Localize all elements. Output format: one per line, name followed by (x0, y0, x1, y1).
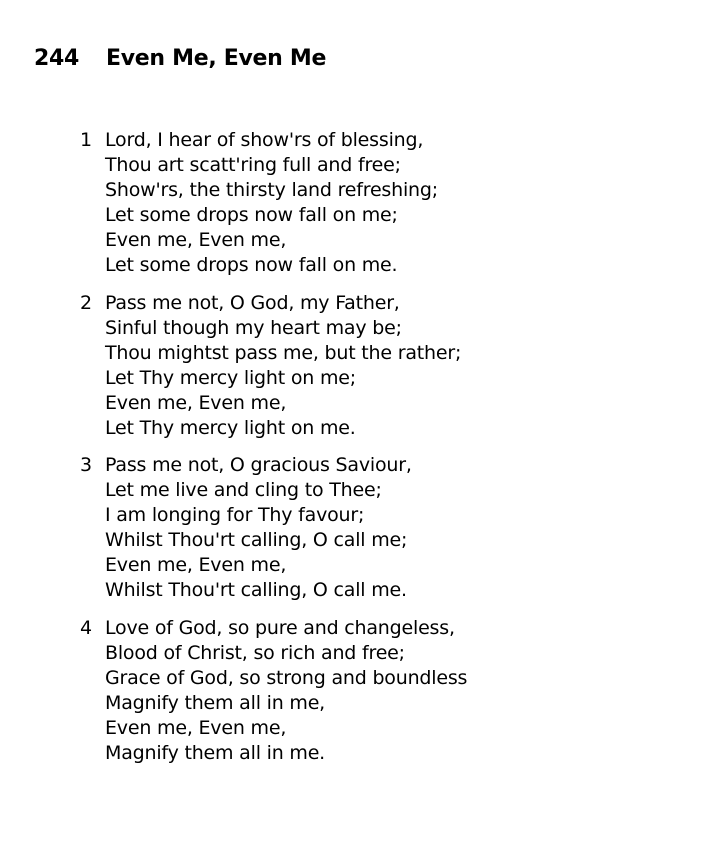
verse-line: Pass me not, O God, my Father, (105, 291, 400, 314)
hymn-number: 244 (34, 46, 80, 71)
verse-lines (105, 616, 680, 766)
hymn-header (34, 44, 326, 74)
verse-line: Pass me not, O gracious Saviour, (105, 454, 412, 476)
verse-line: Let some drops now fall on me; (105, 204, 398, 226)
verse-number: 3 (80, 454, 92, 476)
verse-line: Let Thy mercy light on me. (105, 416, 356, 439)
verse-number: 1 (80, 129, 92, 151)
verse-line: Even me, Even me, (105, 554, 287, 576)
verse-1 (80, 128, 680, 278)
verse-line: Magnify them all in me, (105, 691, 326, 714)
verse-lines (105, 453, 680, 603)
verse-number: 2 (80, 291, 92, 314)
verse-line: Even me, Even me, (105, 391, 287, 414)
verse-line: Thou mightst pass me, but the rather; (105, 341, 462, 364)
verse-3 (80, 453, 680, 603)
verse-line: Sinful though my heart may be; (105, 316, 402, 339)
verse-line: Even me, Even me, (105, 229, 287, 251)
verse-line: Let Thy mercy light on me; (105, 366, 356, 389)
verse-lines (105, 291, 680, 441)
verse-lines (105, 128, 680, 278)
verse-line: Thou art scatt'ring full and free; (105, 154, 401, 176)
verse-line: Whilst Thou'rt calling, O call me. (105, 579, 407, 601)
verse-line: Even me, Even me, (105, 716, 287, 739)
verse-number: 4 (80, 616, 92, 639)
hymn-title: Even Me, Even Me (106, 46, 327, 71)
verse-line: I am longing for Thy favour; (105, 504, 365, 526)
verse-4 (80, 616, 680, 766)
verse-line: Lord, I hear of show'rs of blessing, (105, 129, 424, 151)
verse-line: Whilst Thou'rt calling, O call me; (105, 529, 408, 551)
verse-line: Blood of Christ, so rich and free; (105, 641, 405, 664)
verse-2 (80, 291, 680, 441)
verse-line: Magnify them all in me. (105, 741, 326, 764)
verse-line: Grace of God, so strong and boundless (105, 666, 468, 689)
verses-container (80, 128, 680, 778)
verse-line: Let me live and cling to Thee; (105, 479, 382, 501)
verse-line: Love of God, so pure and changeless, (105, 616, 455, 639)
verse-line: Let some drops now fall on me. (105, 254, 398, 276)
verse-line: Show'rs, the thirsty land refreshing; (105, 179, 438, 201)
